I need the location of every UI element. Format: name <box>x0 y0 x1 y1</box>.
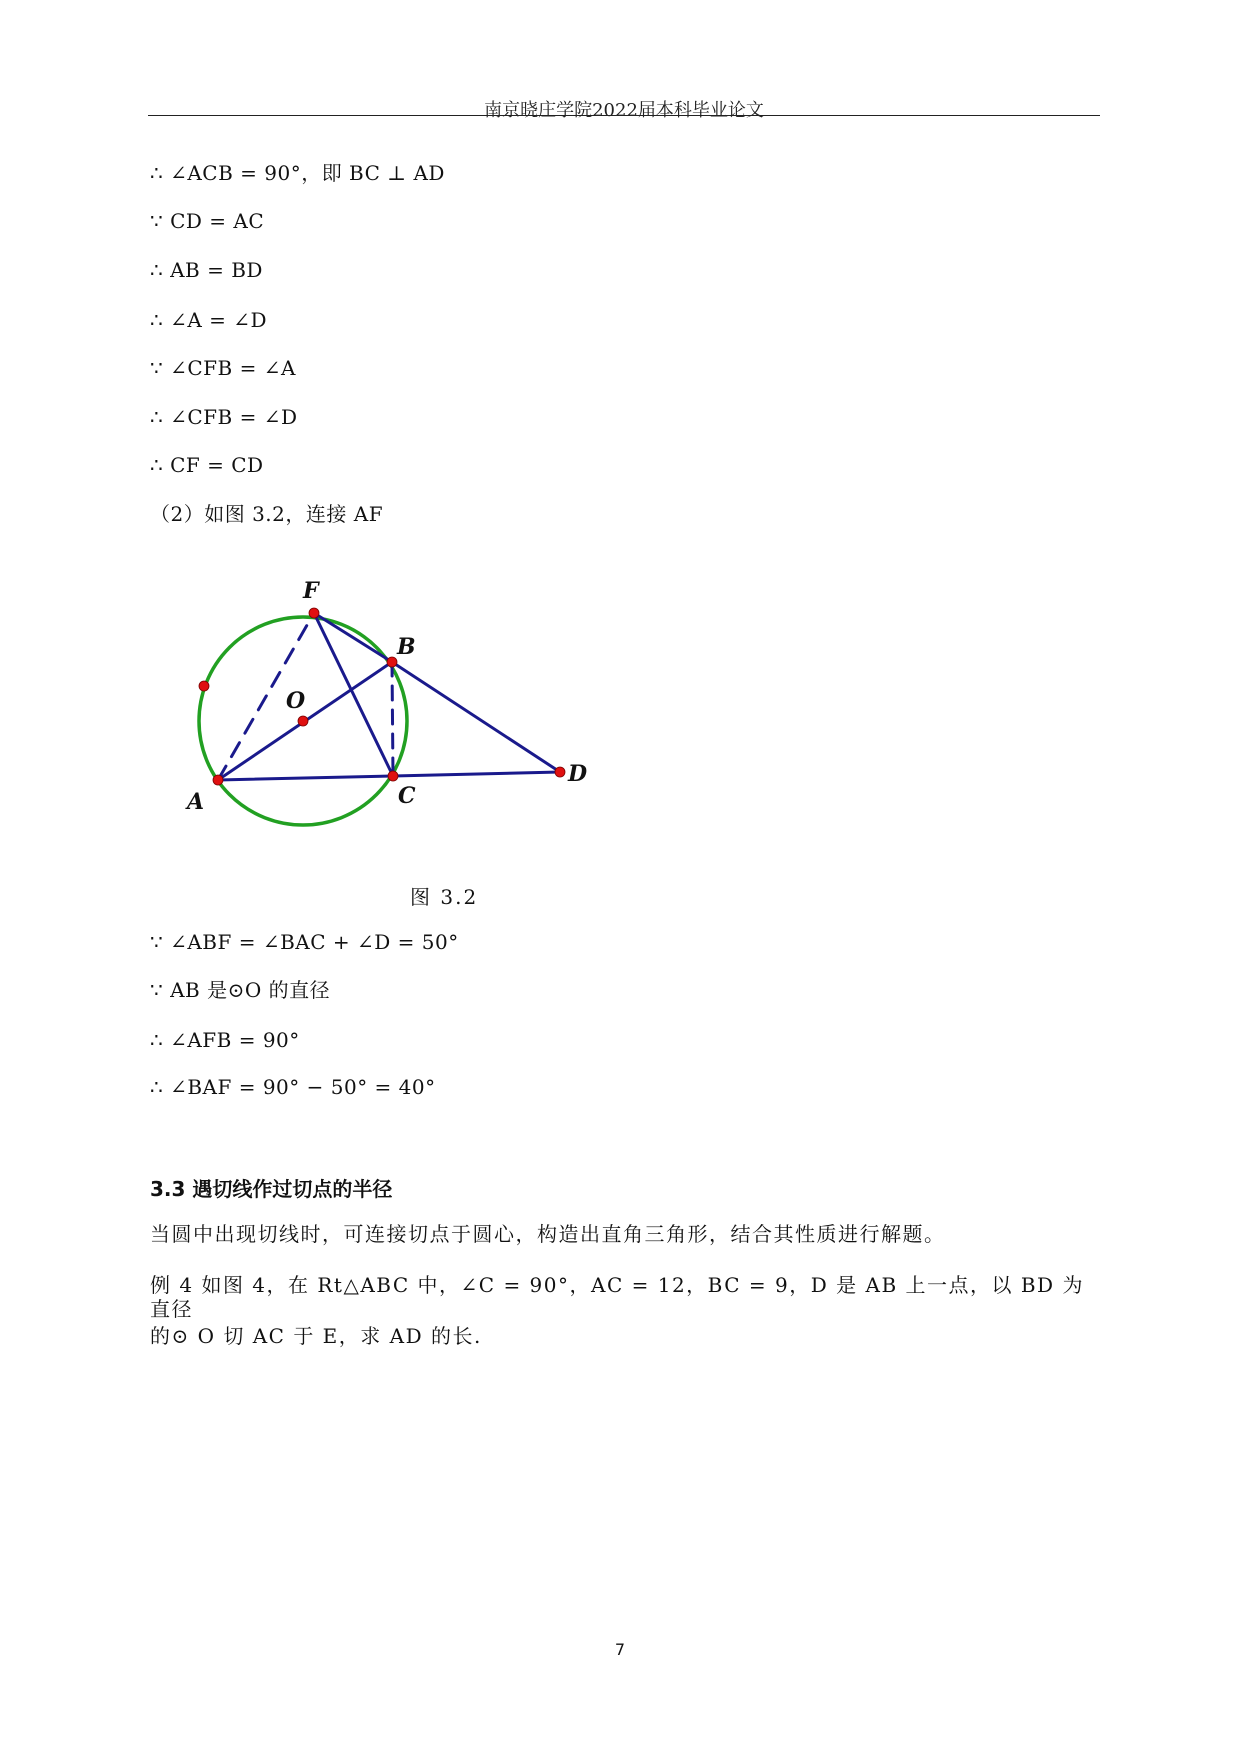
example-line: 的⊙ O 切 AC 于 E，求 AD 的长. <box>150 1324 482 1348</box>
section-title: 3.3 遇切线作过切点的半径 <box>150 1177 393 1201</box>
proof-line: ∴ ∠ACB = 90°，即 BC ⊥ AD <box>150 161 445 185</box>
header-rule <box>148 115 1100 116</box>
label-f: F <box>303 578 319 604</box>
point-on-circle <box>199 681 209 691</box>
label-d: D <box>568 761 588 787</box>
example-line: 例 4 如图 4，在 Rt△ABC 中，∠C = 90°，AC = 12，BC = 9，D 是 AB 上一点，以 BD 为直径 <box>150 1273 1084 1321</box>
point-f <box>309 608 319 618</box>
label-c: C <box>398 783 416 809</box>
proof-line: （2）如图 3.2，连接 AF <box>150 502 384 526</box>
proof-line: ∵ CD = AC <box>150 209 265 233</box>
proof-line: ∵ ∠CFB = ∠A <box>150 356 296 380</box>
label-b: B <box>397 634 416 660</box>
proof-line: ∴ ∠AFB = 90° <box>150 1028 300 1052</box>
proof-line: ∵ ∠ABF = ∠BAC + ∠D = 50° <box>150 930 459 954</box>
label-a: A <box>187 789 205 815</box>
proof-line: ∴ ∠CFB = ∠D <box>150 405 298 429</box>
page-number: 7 <box>614 1640 626 1659</box>
segment-bc-dashed <box>392 662 393 776</box>
segment-cd <box>393 772 560 776</box>
label-o: O <box>286 688 306 714</box>
segment-bd <box>392 662 560 772</box>
proof-line: ∴ ∠BAF = 90° − 50° = 40° <box>150 1075 436 1099</box>
point-b <box>387 657 397 667</box>
figure-caption: 图 3.2 <box>410 885 479 909</box>
geometry-figure <box>180 575 610 845</box>
segment-ac <box>218 776 393 780</box>
proof-line: ∵ AB 是⊙O 的直径 <box>150 978 331 1002</box>
section-intro: 当圆中出现切线时，可连接切点于圆心，构造出直角三角形，结合其性质进行解题。 <box>150 1222 946 1246</box>
proof-line: ∴ CF = CD <box>150 453 264 477</box>
proof-line: ∴ AB = BD <box>150 258 263 282</box>
proof-line: ∴ ∠A = ∠D <box>150 308 268 332</box>
point-c <box>388 771 398 781</box>
running-header: 南京晓庄学院2022届本科毕业论文 <box>484 100 764 121</box>
point-o <box>298 716 308 726</box>
point-d <box>555 767 565 777</box>
point-a <box>213 775 223 785</box>
